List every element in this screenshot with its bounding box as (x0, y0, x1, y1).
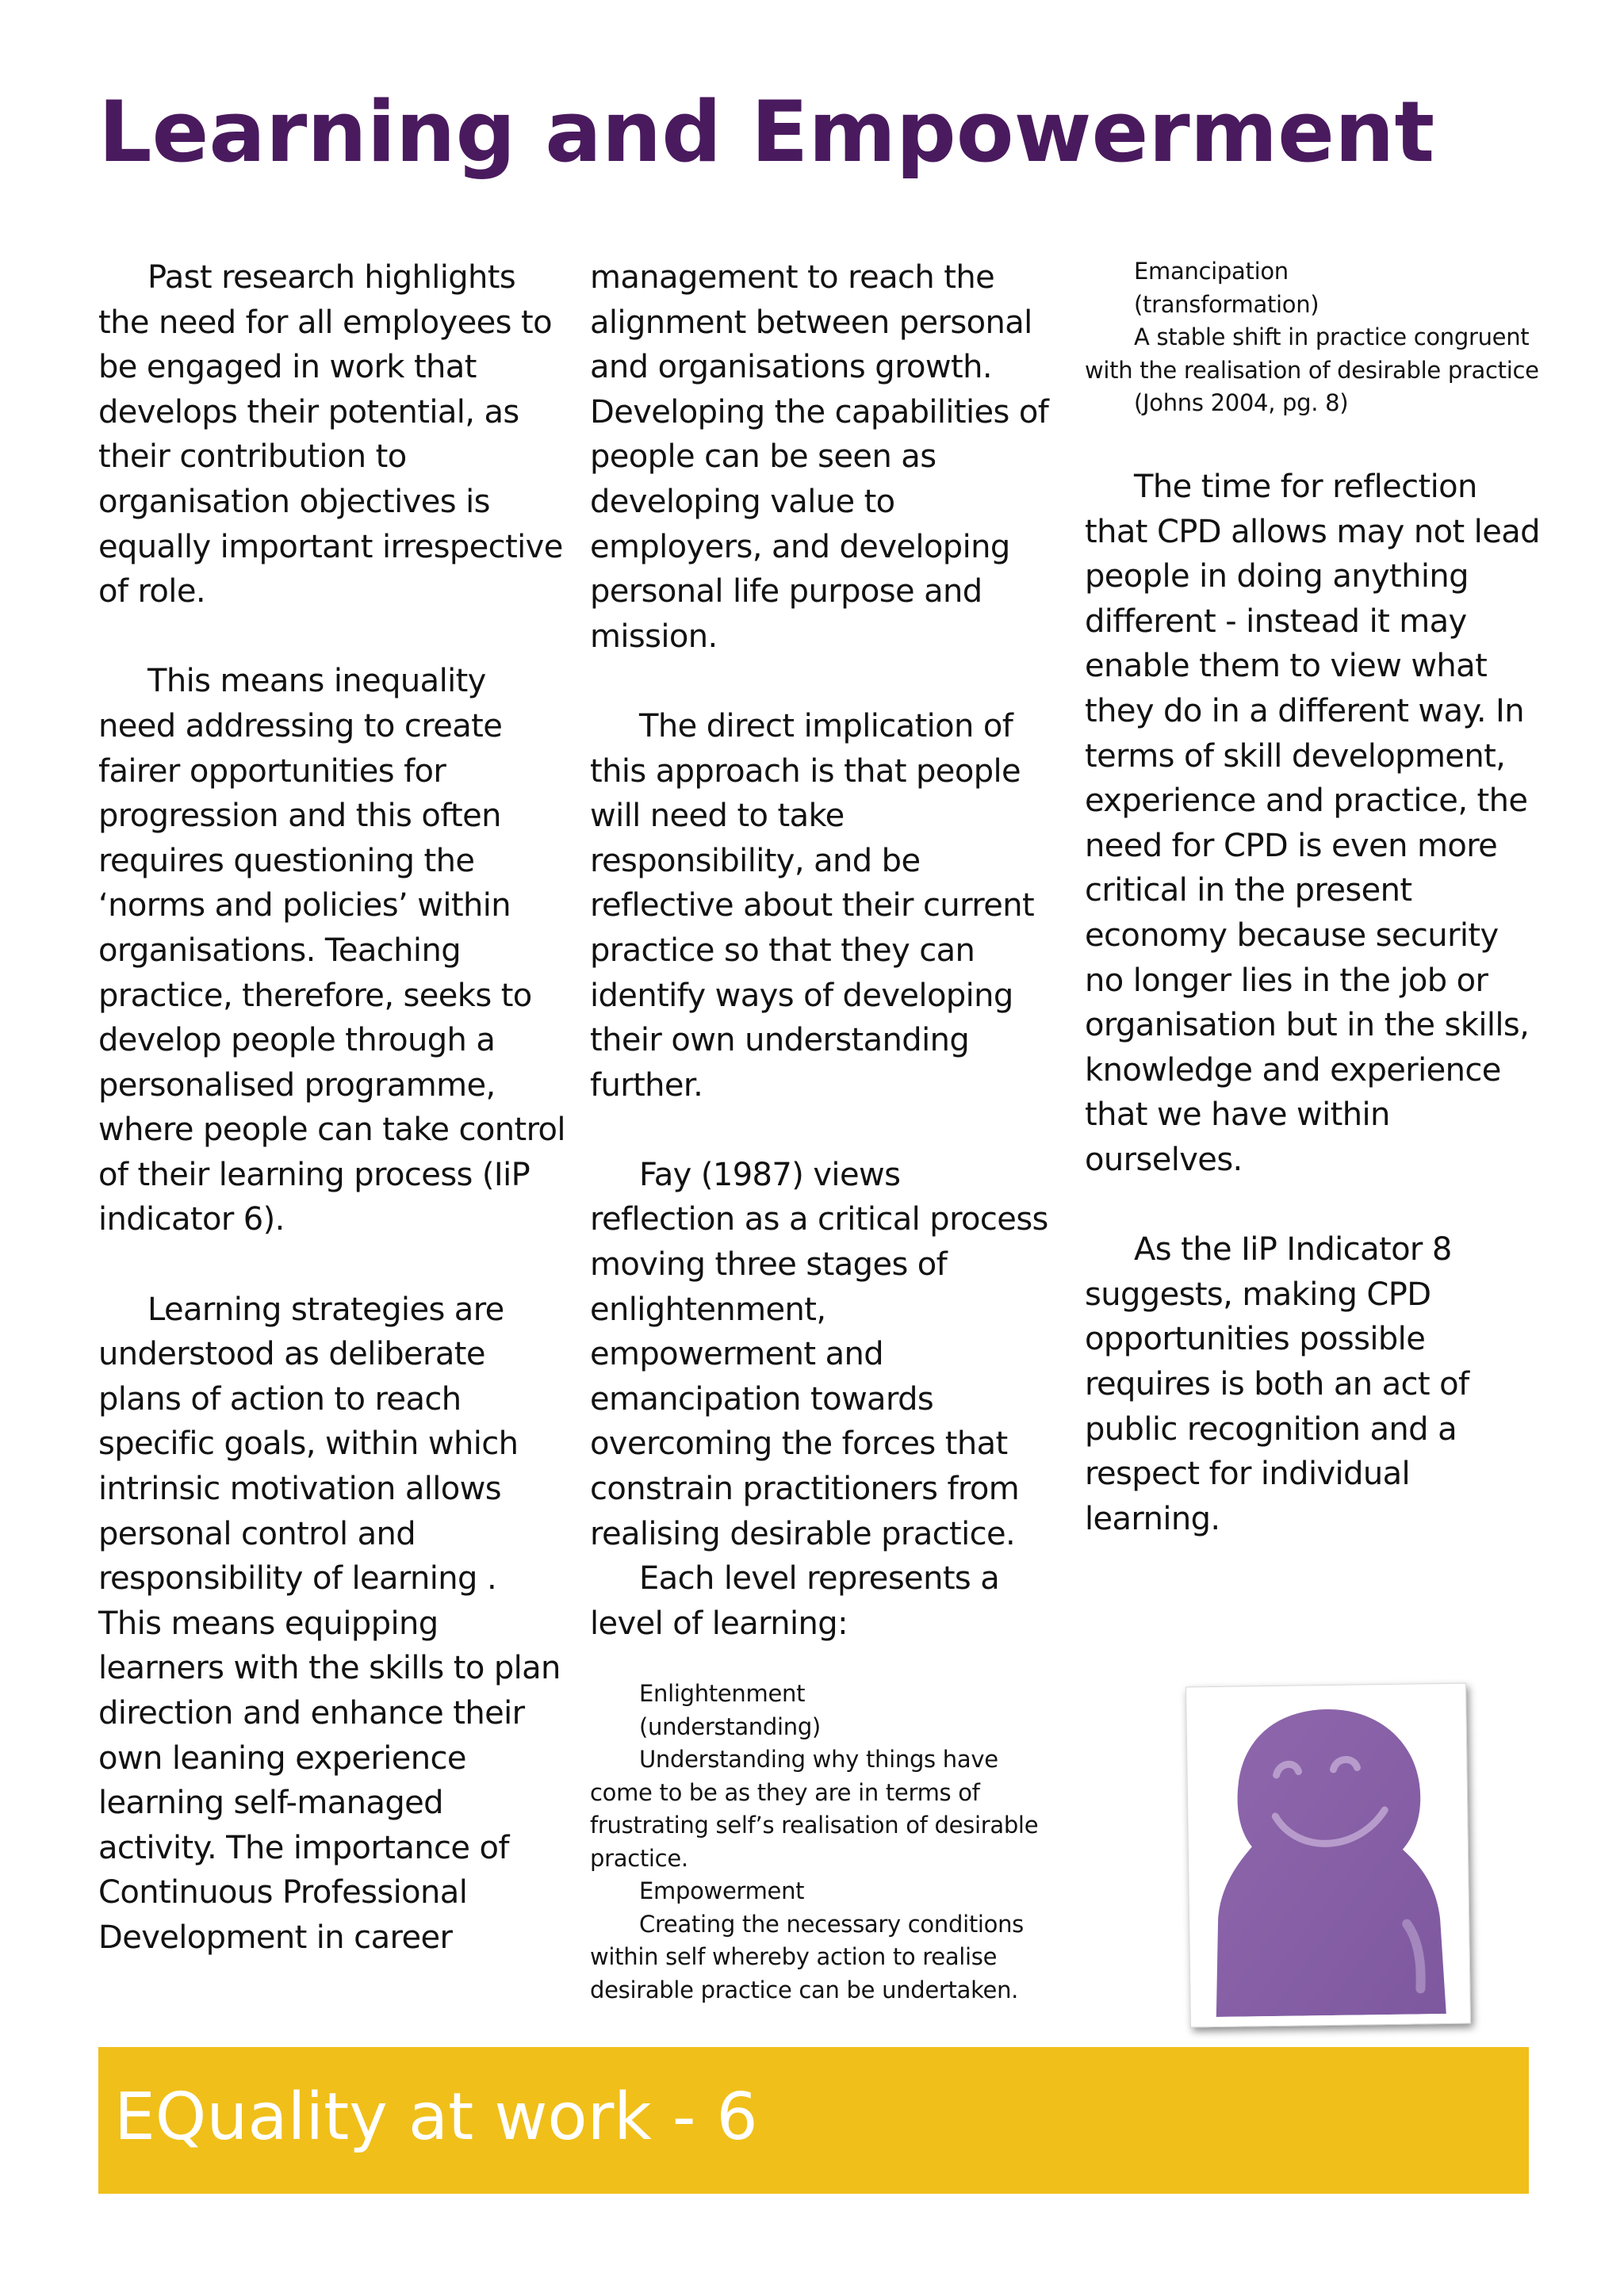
smiling-figure-icon (1196, 1693, 1462, 2018)
paragraph: Past research highlights the need for all employees to be engaged in work that develops their potential, as their contribution to organisation objectives is equally important irrespective of role. (98, 259, 563, 610)
level-title-enlightenment: Enlightenment (639, 1680, 806, 1708)
level-description-enlightenment: Understanding why things have come to be as they are in terms of frustrating self’s realisation of desirable practice. (590, 1746, 1039, 1872)
level-title-empowerment: Empowerment (639, 1877, 805, 1905)
citation: (Johns 2004, pg. 8) (1134, 389, 1349, 416)
paragraph: As the IiP Indicator 8 suggests, making CPD opportunities possible requires is both an act of public recognition and a respect for individual learning. (1085, 1231, 1469, 1537)
column-1 (98, 255, 566, 1961)
paragraph: Fay (1987) views reflection as a critical process moving three stages of enlightenment, empowerment and emancipation towards overcoming the forces that constrain practitioners from realising desirable practice. (590, 1156, 1048, 1552)
level-description-empowerment: Creating the necessary conditions within self whereby action to realise desirable practice can be undertaken. (590, 1910, 1024, 2003)
paragraph-gap (98, 614, 566, 660)
level-title-emancipation: Emancipation (1134, 258, 1289, 285)
paragraph: Learning strategies are understood as deliberate plans of action to reach specific goals, within which intrinsic motivation allows personal control and responsibility of learning . This means equipping learners with the skills to plan direction and enhance their own leaning experience learning self-managed activity. The importance of Continuous Professional Development in career (98, 1291, 561, 1956)
paragraph-gap (590, 659, 1050, 704)
paragraph-gap (98, 1242, 566, 1288)
figure-photo-frame (1185, 1683, 1471, 2028)
column-3 (1085, 255, 1545, 1541)
learning-levels-list (590, 1678, 1050, 2007)
column-2 (590, 255, 1050, 2007)
paragraph: The direct implication of this approach is that people will need to take responsibility, and be reflective about their current practice so that they can identify ways of developing their own understanding further. (590, 707, 1035, 1104)
paragraph-gap (590, 1108, 1050, 1153)
footer-label: EQuality at work - 6 (114, 2080, 758, 2155)
paragraph: The time for reflection that CPD allows may not lead people in doing anything different - instead it may enable them to view what they do in a different way. In terms of skill development, experience and practice, the need for CPD is even more critical in the present economy because security no longer lies in the job or organisation but in the skills, knowledge and experience that we have within ourselves. (1085, 469, 1540, 1178)
level-description-emancipation: A stable shift in practice congruent with the realisation of desirable practice (1085, 323, 1539, 384)
paragraph: This means inequality need addressing to create fairer opportunities for progression and this often requires questioning the ‘norms and policies’ within organisations. Teaching practice, therefore, seeks to develop people through a personalised programme, where people can take control of their learning process (IiP indicator 6). (98, 663, 565, 1238)
level-subtitle-emancipation: (transformation) (1134, 290, 1320, 318)
paragraph: management to reach the alignment between personal and organisations growth. Developing the capabilities of people can be seen as developing value to employers, and developing personal life purpose and mission. (590, 259, 1049, 655)
paragraph-gap (1085, 1183, 1545, 1228)
footer-bar (98, 2047, 1529, 2194)
learning-levels-list-continued (1085, 255, 1545, 420)
paragraph: Each level represents a level of learning: (590, 1560, 1000, 1642)
page-title: Learning and Empowerment (98, 83, 1435, 181)
level-subtitle-enlightenment: (understanding) (639, 1712, 821, 1740)
paragraph-gap (1085, 420, 1545, 465)
